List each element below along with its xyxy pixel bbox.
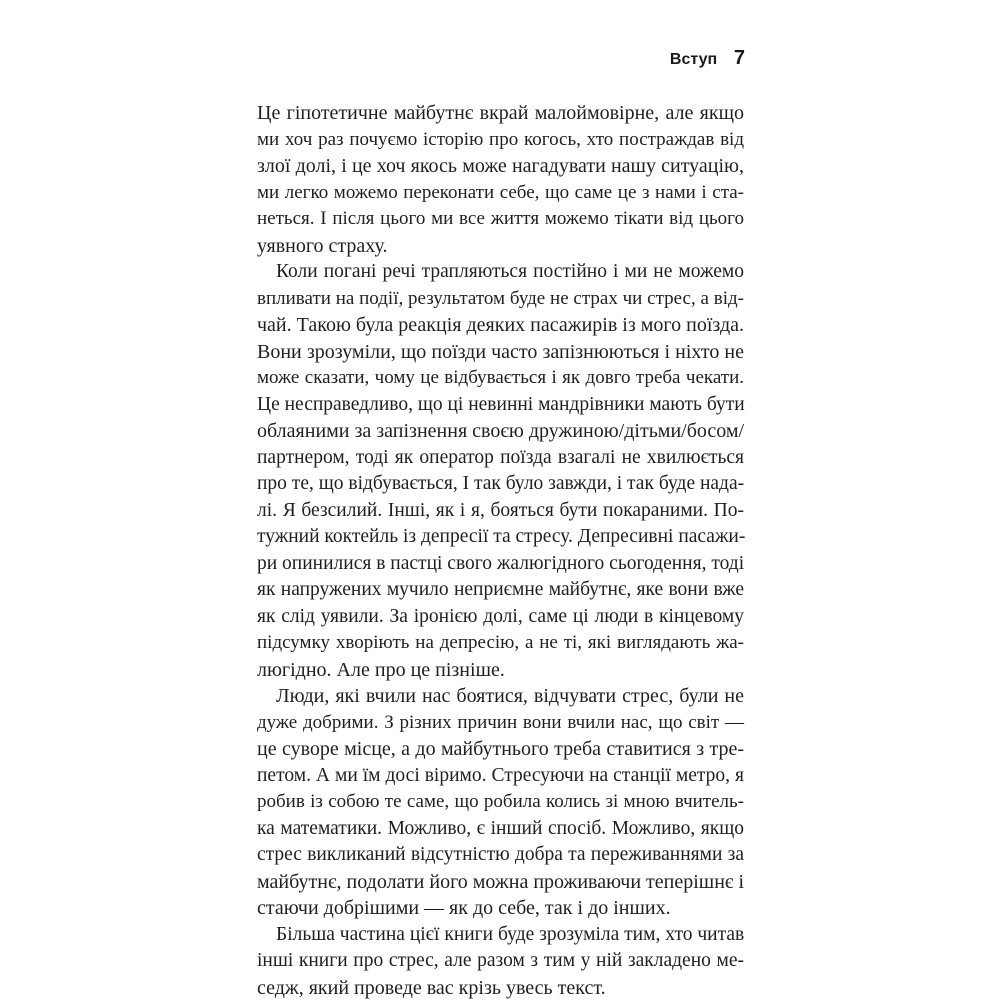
text-line: стаючи добрішими — як до себе, так і до інших. — [257, 897, 671, 919]
text-line: Це гіпотетичне майбутнє вкрай малоймовірне, але якщо — [257, 102, 744, 124]
text-line: тужний коктейль із депресії та стресу. Депресивні пасажи- — [257, 526, 746, 547]
text-line: лі. Я безсилий. Інші, як і я, бояться бути покараними. По- — [257, 499, 744, 521]
page-number: 7 — [733, 47, 745, 69]
text-line: майбутнє, подолати його можна проживаючи теперішнє і — [257, 870, 745, 893]
text-line: це суворе місце, а до майбутнього треба ставитися з тре- — [257, 738, 744, 760]
text-line: Люди, які вчили нас боятися, відчувати стрес, були не — [276, 685, 744, 707]
text-line: дуже добрими. З різних причин вони вчили нас, що світ — — [257, 711, 744, 733]
text-line: впливати на події, результатом буде не страх чи стрес, а від- — [257, 287, 744, 309]
text-line: як напружених мучило неприємне майбутнє, яке вони вже — [257, 579, 744, 600]
body-text — [257, 100, 744, 1000]
text-line: як слід уявили. За іронією долі, саме ці люди в кінцевому — [257, 605, 744, 627]
text-line: злої долі, і це хоч якось може нагадувати нашу ситуацію, — [257, 155, 744, 177]
text-line: Більша частина цієї книги буде зрозуміла тим, хто читав — [276, 923, 745, 945]
text-line: Це несправедливо, що ці невинні мандрівники мають бути — [257, 393, 745, 415]
text-line: підсумку хворіють на депресію, а не ті, які виглядають жа- — [257, 632, 744, 653]
text-line: про те, що відбувається, І так було завжди, і так буде нада- — [257, 473, 745, 494]
text-line: люгідно. Але про це пізніше. — [257, 658, 505, 681]
text-line: неться. І після цього ми все життя можемо тікати від цього — [257, 208, 744, 229]
text-line: інші книги про стрес, але разом з тим у ній закладено ме- — [257, 950, 744, 971]
text-line: ри опинилися в пастці свого жалюгідного сьогодення, тоді — [257, 552, 745, 574]
text-line: партнером, тоді як оператор поїзда взагалі не хвилюється — [257, 446, 744, 468]
running-header — [600, 46, 745, 72]
text-line: ми хоч раз почуємо історію про когось, хто постраждав від — [257, 128, 744, 150]
text-line: седж, який проведе вас крізь увесь текст. — [257, 976, 606, 999]
text-line: робив із собою те саме, що робила колись зі мною вчитель- — [257, 791, 744, 812]
section-title: Вступ — [669, 51, 718, 68]
text-line: Вони зрозуміли, що поїзди часто запізнюються і ніхто не — [257, 340, 744, 363]
text-line: стрес викликаний відсутністю добра та переживаннями за — [257, 844, 744, 865]
text-line: Коли погані речі трапляються постійно і ми не можемо — [276, 261, 744, 282]
text-line: петом. А ми їм досі віримо. Стресуючи на станції метро, я — [257, 764, 744, 786]
text-line: може сказати, чому це відбувається і як довго треба чекати. — [257, 367, 744, 388]
text-line: ми легко можемо переконати себе, що саме це з нами і ста- — [257, 181, 744, 203]
text-line: облаяними за запізнення своєю дружиною/дітьми/босом/ — [257, 420, 745, 442]
text-line: ка математики. Можливо, є інший спосіб. Можливо, якщо — [257, 817, 744, 839]
text-line: уявного страху. — [257, 234, 388, 257]
text-line: чай. Такою була реакція деяких пасажирів із мого поїзда. — [257, 314, 744, 336]
